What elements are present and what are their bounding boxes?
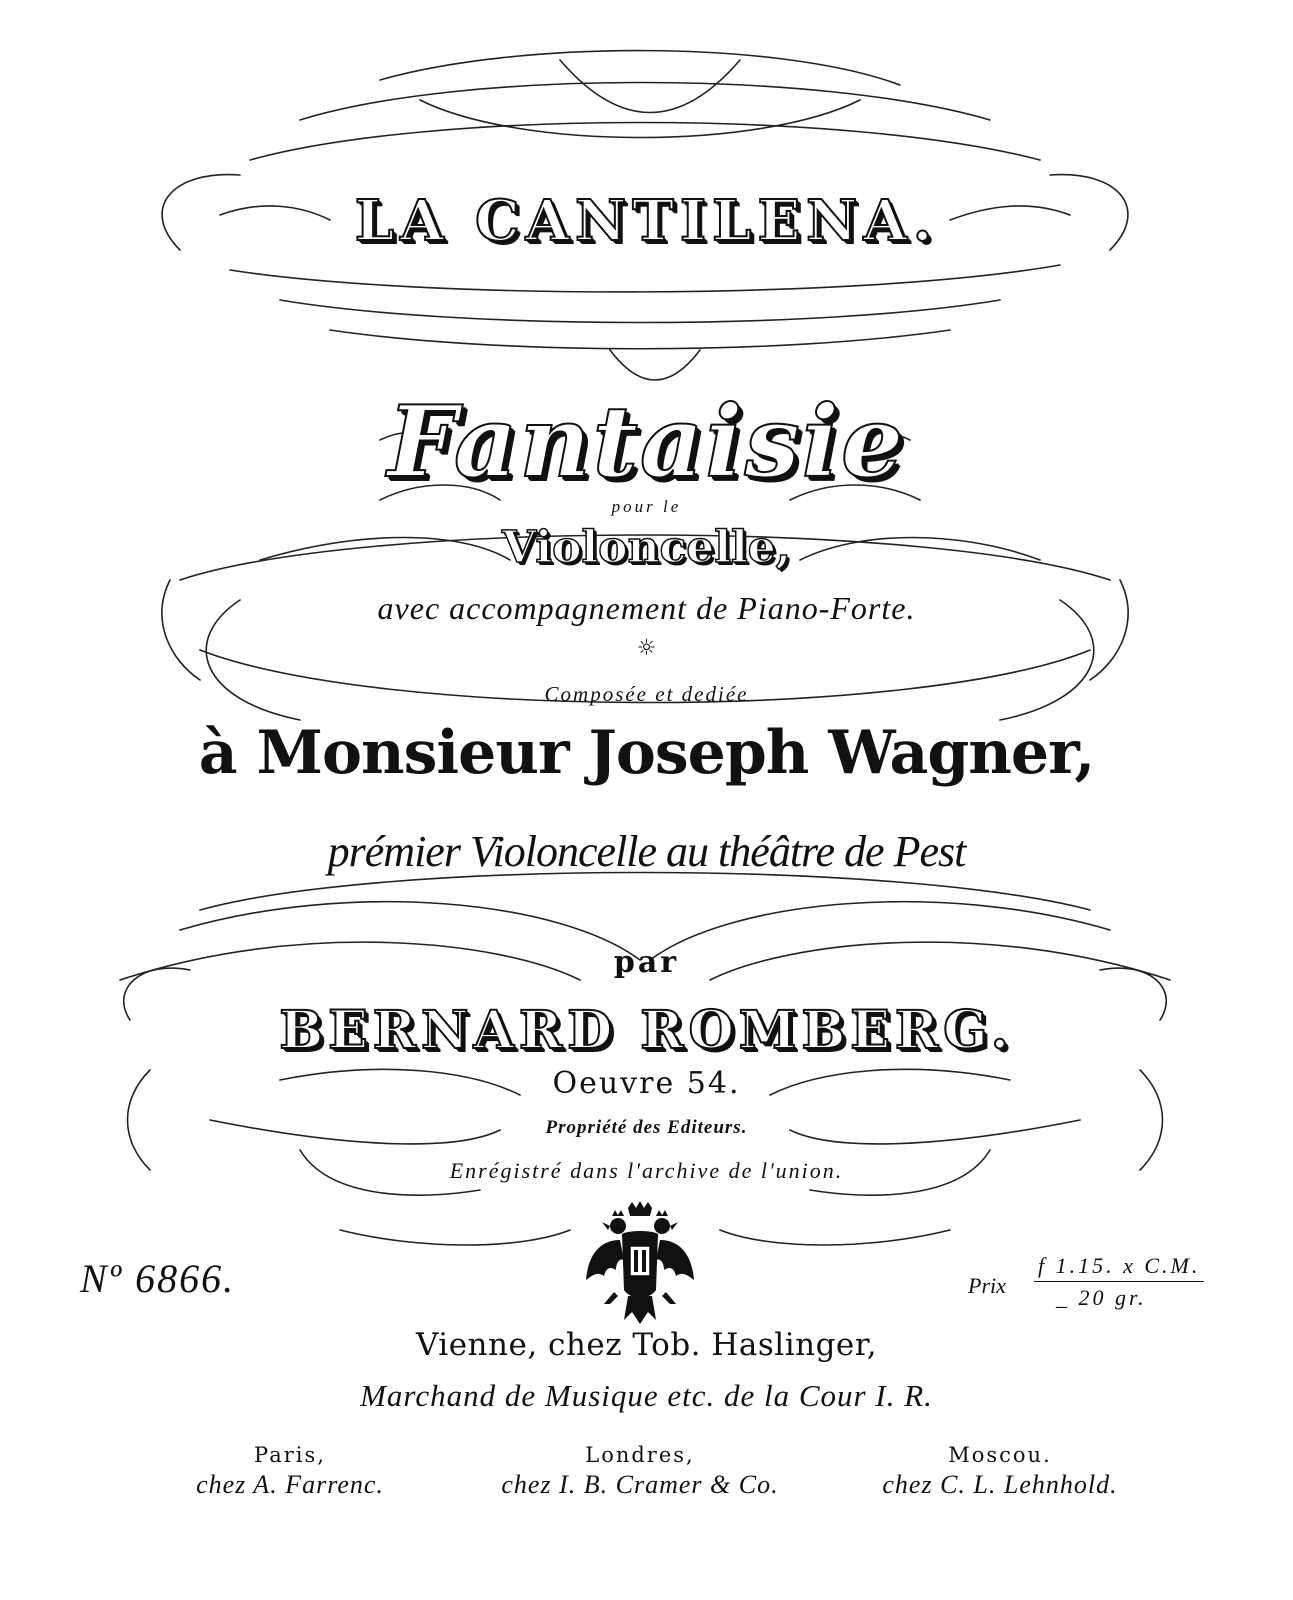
- opus-number: Oeuvre 54.: [552, 1066, 741, 1101]
- agent-name: chez I. B. Cramer & Co.: [501, 1470, 779, 1499]
- instrument-heading: Violoncelle,: [501, 522, 791, 573]
- registration-notice: Enrégistré dans l'archive de l'union.: [449, 1158, 844, 1183]
- agent-city: Moscou.: [948, 1443, 1052, 1467]
- price-divider: [1034, 1281, 1204, 1282]
- agent-city: Londres,: [585, 1443, 695, 1467]
- ornament-star-icon: ☼: [636, 636, 657, 661]
- property-notice: Propriété des Editeurs.: [545, 1117, 748, 1138]
- piece-title: LA CANTILENA.: [354, 188, 939, 254]
- pour-le-text: pour le: [611, 497, 682, 516]
- accompaniment-line: avec accompagnement de Piano-Forte.: [377, 590, 916, 626]
- genre-heading: Fantaisie: [387, 385, 906, 500]
- agent-londres: [480, 1443, 800, 1500]
- agent-paris: [140, 1443, 440, 1500]
- price-groschen: _ 20 gr.: [1056, 1285, 1147, 1310]
- agent-name: chez C. L. Lehnhold.: [882, 1470, 1118, 1499]
- price-block: [968, 1253, 1208, 1323]
- price-florin: f 1.15. x C.M.: [1038, 1253, 1201, 1278]
- price-label: Prix: [968, 1273, 1006, 1298]
- composer-name: BERNARD ROMBERG.: [279, 1000, 1014, 1061]
- dedicatee-role: prémier Violoncelle au théâtre de Pest: [327, 827, 966, 876]
- plate-number: Nº 6866.: [80, 1256, 236, 1301]
- agent-name: chez A. Farrenc.: [196, 1470, 384, 1499]
- composed-dedicated-line: Composée et dediée: [544, 682, 749, 706]
- agent-city: Paris,: [254, 1443, 326, 1467]
- publisher-line: Vienne, chez Tob. Haslinger,: [415, 1327, 878, 1363]
- par-text: par: [613, 945, 680, 980]
- agent-moscou: [850, 1443, 1150, 1500]
- publisher-title: Marchand de Musique etc. de la Cour I. R.: [360, 1378, 933, 1413]
- dedicatee-heading: à Monsieur Joseph Wagner,: [198, 718, 1095, 788]
- double-headed-eagle-icon: [580, 1200, 700, 1330]
